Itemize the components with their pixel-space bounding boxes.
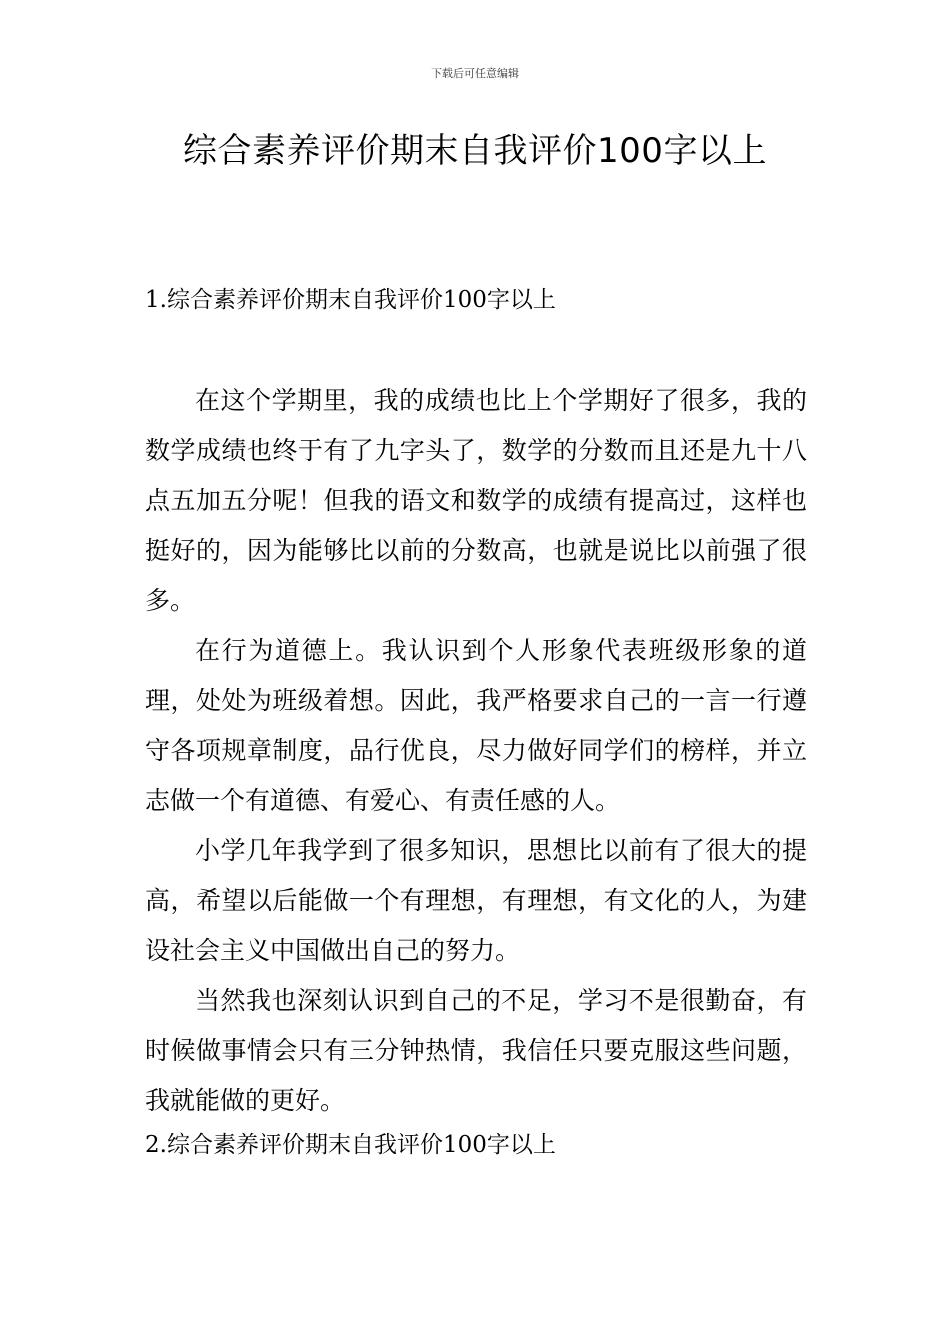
section-2-heading: 2.综合素养评价期末自我评价100字以上 xyxy=(145,1132,556,1158)
paragraph: 小学几年我学到了很多知识，思想比以前有了很大的提高，希望以后能做一个有理想，有理想，有文化的人，为建设社会主义中国做出自己的努力。 xyxy=(145,836,807,965)
paragraph: 在行为道德上。我认识到个人形象代表班级形象的道理，处处为班级着想。因此，我严格要求自己的一言一行遵守各项规章制度，品行优良，尽力做好同学们的榜样，并立志做一个有道德、有爱心、有责任感的人。 xyxy=(145,636,807,815)
document-title: 综合素养评价期末自我评价100字以上 xyxy=(183,131,767,171)
paragraph: 在这个学期里，我的成绩也比上个学期好了很多，我的数学成绩也终于有了九字头了，数学的分数而且还是九十八点五加五分呢！但我的语文和数学的成绩有提高过，这样也挺好的，因为能够比以前的分数高，也就是说比以前强了很多。 xyxy=(145,386,807,615)
section-1-body xyxy=(145,376,807,1126)
section-1-heading: 1.综合素养评价期末自我评价100字以上 xyxy=(145,287,556,313)
page-header-note: 下载后可任意编辑 xyxy=(431,67,519,80)
paragraph: 当然我也深刻认识到自己的不足，学习不是很勤奋，有时候做事情会只有三分钟热情，我信任只要克服这些问题，我就能做的更好。 xyxy=(145,986,807,1115)
